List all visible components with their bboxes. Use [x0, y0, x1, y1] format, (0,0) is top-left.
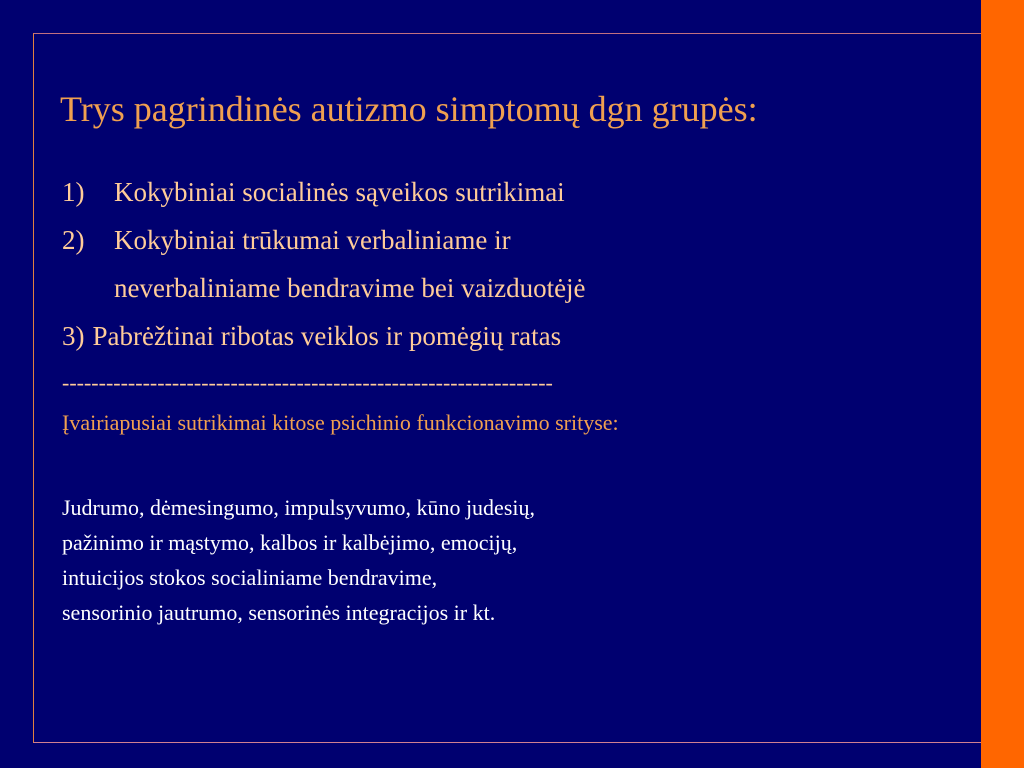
accent-side-bar	[981, 0, 1024, 768]
list-item-text: Kokybiniai trūkumai verbaliniame ir	[114, 225, 511, 255]
list-item	[62, 216, 586, 264]
list-item-number: 2)	[62, 225, 85, 255]
paragraph-line: Judrumo, dėmesingumo, impulsyvumo, kūno judesių,	[62, 495, 535, 520]
dashed-separator: -------------------------------------------------------------------	[62, 370, 553, 395]
list-item	[62, 168, 586, 216]
list-item-continuation	[62, 264, 586, 312]
list-item	[62, 312, 586, 360]
symptom-groups-list	[62, 168, 586, 360]
paragraph-line: intuicijos stokos socialiniame bendravime,	[62, 565, 438, 590]
list-item-text: Kokybiniai socialinės sąveikos sutrikimai	[114, 177, 565, 207]
list-item-text: Pabrėžtinai ribotas veiklos ir pomėgių ratas	[92, 321, 562, 351]
list-item-text: neverbaliniame bendravime bei vaizduotėjė	[114, 273, 586, 303]
paragraph-line: sensorinio jautrumo, sensorinės integracijos ir kt.	[62, 600, 496, 625]
slide-title: Trys pagrindinės autizmo simptomų dgn grupės:	[60, 89, 758, 129]
list-item-number: 1)	[62, 177, 85, 207]
subheading: Įvairiapusiai sutrikimai kitose psichinio funkcionavimo srityse:	[62, 410, 619, 435]
body-paragraph	[62, 490, 535, 630]
list-item-number: 3)	[62, 321, 85, 351]
paragraph-line: pažinimo ir mąstymo, kalbos ir kalbėjimo, emocijų,	[62, 530, 518, 555]
